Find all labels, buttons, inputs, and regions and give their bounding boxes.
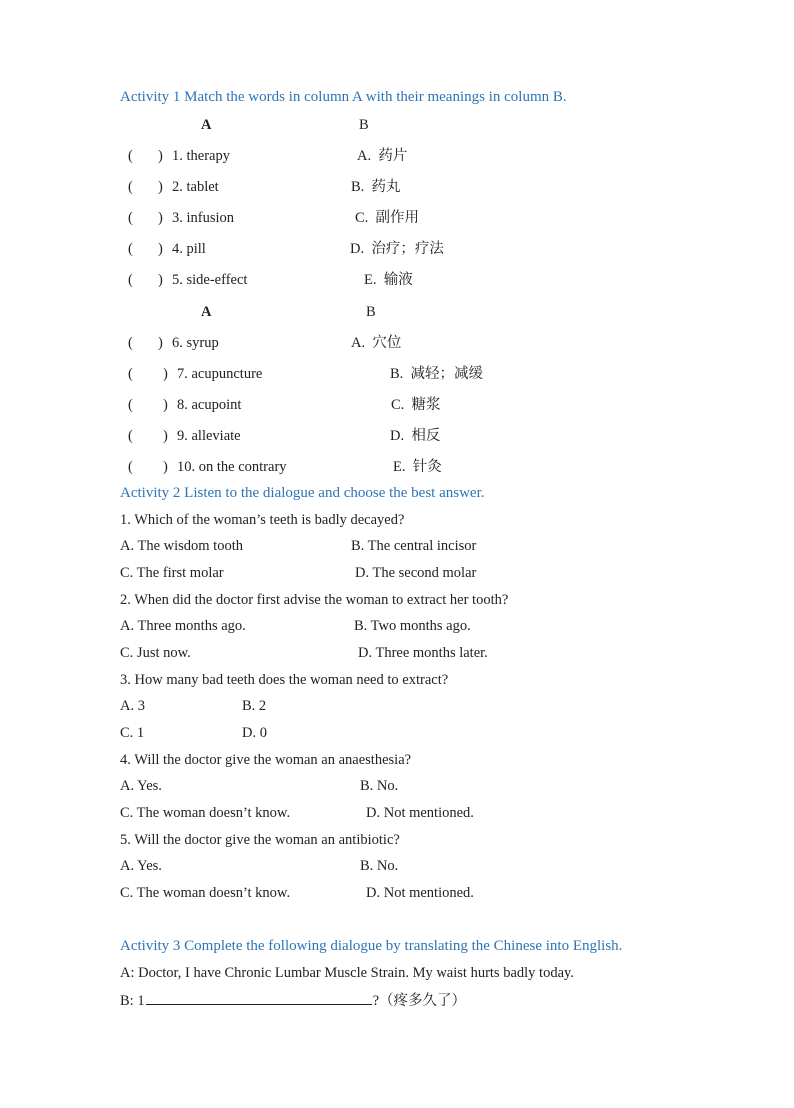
option-d: D. 0 — [242, 725, 267, 741]
meaning-item: B. 药丸 — [351, 179, 401, 195]
answer-paren-open: ( — [128, 397, 133, 413]
question-text: 3. How many bad teeth does the woman need to extract? — [120, 672, 449, 688]
column-a-header: A — [201, 117, 212, 133]
column-b-header: B — [366, 304, 376, 320]
column-b-header: B — [359, 117, 369, 133]
meaning-item: E. 输液 — [364, 272, 413, 288]
word-item: 3. infusion — [172, 210, 235, 226]
option-c: C. The woman doesn’t know. — [120, 805, 291, 821]
answer-paren-open: ( — [128, 459, 133, 475]
dialogue-line-b-prefix: B: 1 — [120, 993, 145, 1009]
option-c: C. 1 — [120, 725, 145, 741]
dialogue-line-b-hint: ?（疼多久了） — [372, 993, 467, 1009]
word-item: 7. acupuncture — [177, 366, 263, 382]
option-d: D. Not mentioned. — [366, 805, 474, 821]
question-text: 1. Which of the woman’s teeth is badly decayed? — [120, 512, 405, 528]
answer-paren-open: ( — [128, 148, 133, 164]
word-item: 9. alleviate — [177, 428, 241, 444]
question-text: 2. When did the doctor first advise the woman to extract her tooth? — [120, 592, 509, 608]
answer-paren-close: ) — [158, 179, 163, 195]
option-b: B. The central incisor — [351, 538, 477, 554]
answer-paren-close: ) — [158, 335, 163, 351]
meaning-item: C. 糖浆 — [391, 397, 441, 413]
word-item: 5. side-effect — [172, 272, 248, 288]
option-a: A. The wisdom tooth — [120, 538, 243, 554]
dialogue-line-a: A: Doctor, I have Chronic Lumbar Muscle Strain. My waist hurts badly today. — [120, 965, 574, 981]
option-c: C. The first molar — [120, 565, 224, 581]
word-item: 6. syrup — [172, 335, 219, 351]
word-item: 2. tablet — [172, 179, 219, 195]
answer-paren-close: ) — [163, 366, 168, 382]
meaning-item: A. 药片 — [357, 148, 408, 164]
answer-paren-open: ( — [128, 179, 133, 195]
option-a: A. 3 — [120, 698, 145, 714]
answer-paren-open: ( — [128, 210, 133, 226]
answer-paren-close: ) — [163, 428, 168, 444]
word-item: 4. pill — [172, 241, 206, 257]
activity2-heading: Activity 2 Listen to the dialogue and choose the best answer. — [120, 485, 485, 501]
answer-paren-close: ) — [163, 459, 168, 475]
activity3-heading: Activity 3 Complete the following dialogue by translating the Chinese into English. — [120, 938, 623, 954]
meaning-item: A. 穴位 — [351, 335, 402, 351]
answer-paren-open: ( — [128, 366, 133, 382]
option-d: D. Not mentioned. — [366, 885, 474, 901]
meaning-item: B. 减轻；减缓 — [390, 366, 484, 382]
answer-paren-close: ) — [158, 148, 163, 164]
option-b: B. Two months ago. — [354, 618, 471, 634]
column-a-header: A — [201, 304, 212, 320]
option-c: C. The woman doesn’t know. — [120, 885, 291, 901]
meaning-item: E. 针灸 — [393, 459, 442, 475]
answer-paren-close: ) — [158, 241, 163, 257]
option-a: A. Three months ago. — [120, 618, 246, 634]
meaning-item: D. 相反 — [390, 428, 441, 444]
option-b: B. No. — [360, 778, 399, 794]
word-item: 1. therapy — [172, 148, 230, 164]
option-a: A. Yes. — [120, 778, 162, 794]
option-c: C. Just now. — [120, 645, 191, 661]
option-d: D. The second molar — [355, 565, 477, 581]
answer-paren-open: ( — [128, 335, 133, 351]
dialogue-line-b — [120, 990, 466, 1010]
word-item: 8. acupoint — [177, 397, 242, 413]
answer-paren-open: ( — [128, 241, 133, 257]
option-b: B. No. — [360, 858, 399, 874]
question-text: 4. Will the doctor give the woman an anaesthesia? — [120, 752, 412, 768]
question-text: 5. Will the doctor give the woman an antibiotic? — [120, 832, 400, 848]
answer-paren-close: ) — [158, 272, 163, 288]
answer-paren-close: ) — [163, 397, 168, 413]
meaning-item: D. 治疗；疗法 — [350, 241, 444, 257]
option-a: A. Yes. — [120, 858, 162, 874]
word-item: 10. on the contrary — [177, 459, 287, 475]
activity1-heading: Activity 1 Match the words in column A with their meanings in column B. — [120, 89, 567, 105]
answer-paren-open: ( — [128, 272, 133, 288]
answer-blank[interactable] — [146, 990, 372, 1005]
option-d: D. Three months later. — [358, 645, 488, 661]
answer-paren-close: ) — [158, 210, 163, 226]
meaning-item: C. 副作用 — [355, 210, 420, 226]
answer-paren-open: ( — [128, 428, 133, 444]
option-b: B. 2 — [242, 698, 267, 714]
